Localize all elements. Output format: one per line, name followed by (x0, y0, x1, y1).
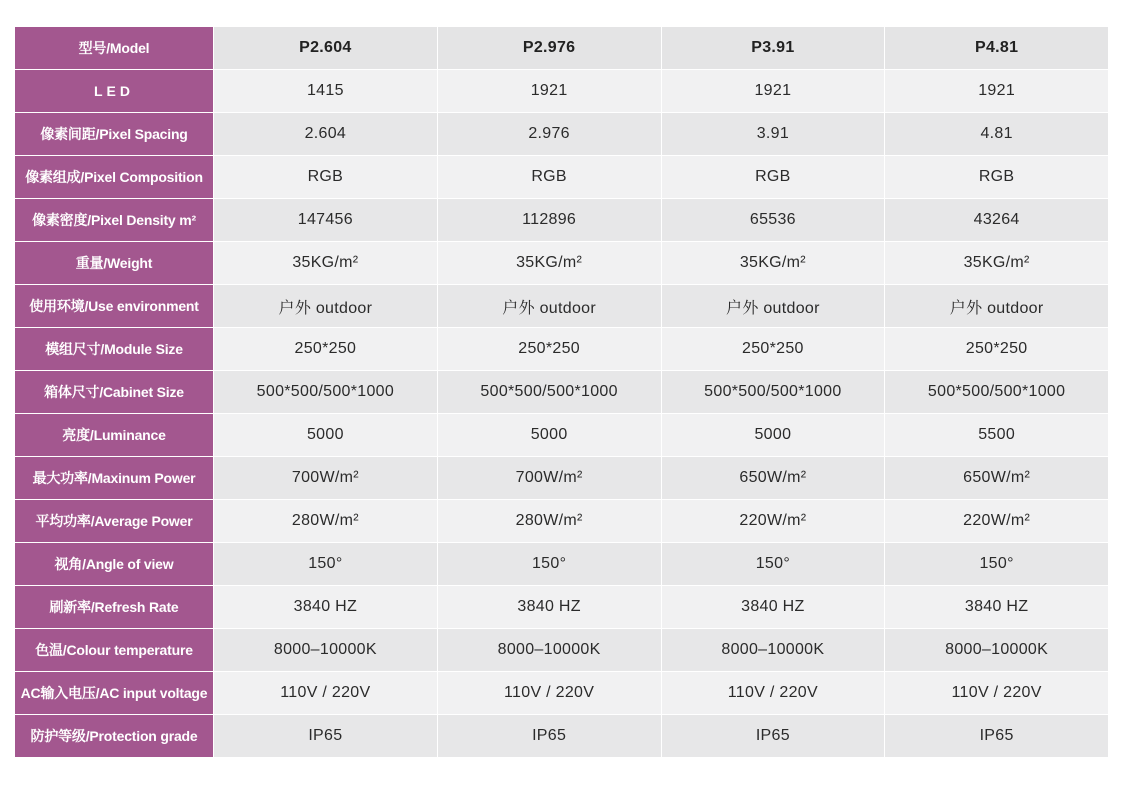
spec-value: 110V / 220V (885, 672, 1109, 715)
row-label: 像素密度/Pixel Density m² (15, 199, 214, 242)
spec-value: 150° (437, 543, 661, 586)
spec-value: 1415 (214, 70, 438, 113)
spec-value: 35KG/m² (214, 242, 438, 285)
spec-value: IP65 (885, 715, 1109, 758)
spec-value: 43264 (885, 199, 1109, 242)
spec-value: 650W/m² (661, 457, 885, 500)
spec-value: 户外 outdoor (885, 285, 1109, 328)
spec-value: 2.604 (214, 113, 438, 156)
spec-table (14, 26, 1109, 758)
spec-value: 3840 HZ (885, 586, 1109, 629)
row-label: 像素组成/Pixel Composition (15, 156, 214, 199)
model-name: P2.976 (437, 27, 661, 70)
spec-value: 500*500/500*1000 (661, 371, 885, 414)
table-header-row (15, 27, 1109, 70)
row-label: 平均功率/Average Power (15, 500, 214, 543)
row-label: 箱体尺寸/Cabinet Size (15, 371, 214, 414)
row-label: 使用环境/Use environment (15, 285, 214, 328)
spec-value: 250*250 (214, 328, 438, 371)
table-row (15, 672, 1109, 715)
spec-value: 4.81 (885, 113, 1109, 156)
spec-value: RGB (885, 156, 1109, 199)
spec-value: 220W/m² (885, 500, 1109, 543)
spec-value: 500*500/500*1000 (885, 371, 1109, 414)
spec-value: 8000–10000K (437, 629, 661, 672)
spec-value: IP65 (437, 715, 661, 758)
table-row (15, 285, 1109, 328)
table-row (15, 113, 1109, 156)
spec-value: 280W/m² (437, 500, 661, 543)
table-row (15, 199, 1109, 242)
spec-value: 户外 outdoor (437, 285, 661, 328)
spec-value: 147456 (214, 199, 438, 242)
spec-value: 1921 (661, 70, 885, 113)
row-label: 像素间距/Pixel Spacing (15, 113, 214, 156)
spec-value: 150° (885, 543, 1109, 586)
spec-value: 35KG/m² (885, 242, 1109, 285)
spec-value: RGB (437, 156, 661, 199)
spec-value: 700W/m² (214, 457, 438, 500)
header-label: 型号/Model (15, 27, 214, 70)
spec-value: 户外 outdoor (661, 285, 885, 328)
table-row (15, 500, 1109, 543)
row-label: 视角/Angle of view (15, 543, 214, 586)
spec-value: IP65 (214, 715, 438, 758)
spec-value: 500*500/500*1000 (437, 371, 661, 414)
spec-value: 220W/m² (661, 500, 885, 543)
model-name: P2.604 (214, 27, 438, 70)
spec-value: 150° (661, 543, 885, 586)
spec-value: 250*250 (885, 328, 1109, 371)
table-row (15, 457, 1109, 500)
spec-value: 1921 (437, 70, 661, 113)
spec-value: 1921 (885, 70, 1109, 113)
spec-value: 65536 (661, 199, 885, 242)
table-row (15, 586, 1109, 629)
row-label: 刷新率/Refresh Rate (15, 586, 214, 629)
spec-value: 250*250 (661, 328, 885, 371)
spec-value: 5000 (661, 414, 885, 457)
spec-value: 150° (214, 543, 438, 586)
row-label: AC输入电压/AC input voltage (15, 672, 214, 715)
table-row (15, 70, 1109, 113)
table-row (15, 715, 1109, 758)
spec-table-body (15, 27, 1109, 758)
table-row (15, 629, 1109, 672)
spec-value: 110V / 220V (214, 672, 438, 715)
spec-value: 110V / 220V (437, 672, 661, 715)
spec-value: RGB (661, 156, 885, 199)
spec-value: 8000–10000K (885, 629, 1109, 672)
table-row (15, 543, 1109, 586)
row-label: 重量/Weight (15, 242, 214, 285)
spec-value: 3.91 (661, 113, 885, 156)
row-label: LED (15, 70, 214, 113)
spec-value: 650W/m² (885, 457, 1109, 500)
spec-value: 35KG/m² (437, 242, 661, 285)
table-row (15, 328, 1109, 371)
spec-value: 2.976 (437, 113, 661, 156)
spec-value: 3840 HZ (214, 586, 438, 629)
spec-value: 5000 (214, 414, 438, 457)
row-label: 最大功率/Maxinum Power (15, 457, 214, 500)
model-name: P3.91 (661, 27, 885, 70)
row-label: 色温/Colour temperature (15, 629, 214, 672)
table-row (15, 156, 1109, 199)
spec-value: 5000 (437, 414, 661, 457)
table-row (15, 242, 1109, 285)
spec-value: RGB (214, 156, 438, 199)
spec-value: 3840 HZ (437, 586, 661, 629)
spec-value: 110V / 220V (661, 672, 885, 715)
spec-value: 户外 outdoor (214, 285, 438, 328)
spec-value: 8000–10000K (214, 629, 438, 672)
row-label: 亮度/Luminance (15, 414, 214, 457)
table-row (15, 371, 1109, 414)
spec-value: 250*250 (437, 328, 661, 371)
spec-value: 35KG/m² (661, 242, 885, 285)
table-row (15, 414, 1109, 457)
row-label: 防护等级/Protection grade (15, 715, 214, 758)
spec-value: 112896 (437, 199, 661, 242)
spec-value: 5500 (885, 414, 1109, 457)
spec-value: 500*500/500*1000 (214, 371, 438, 414)
row-label: 模组尺寸/Module Size (15, 328, 214, 371)
model-name: P4.81 (885, 27, 1109, 70)
spec-value: 8000–10000K (661, 629, 885, 672)
spec-value: 3840 HZ (661, 586, 885, 629)
spec-value: IP65 (661, 715, 885, 758)
spec-value: 280W/m² (214, 500, 438, 543)
spec-value: 700W/m² (437, 457, 661, 500)
